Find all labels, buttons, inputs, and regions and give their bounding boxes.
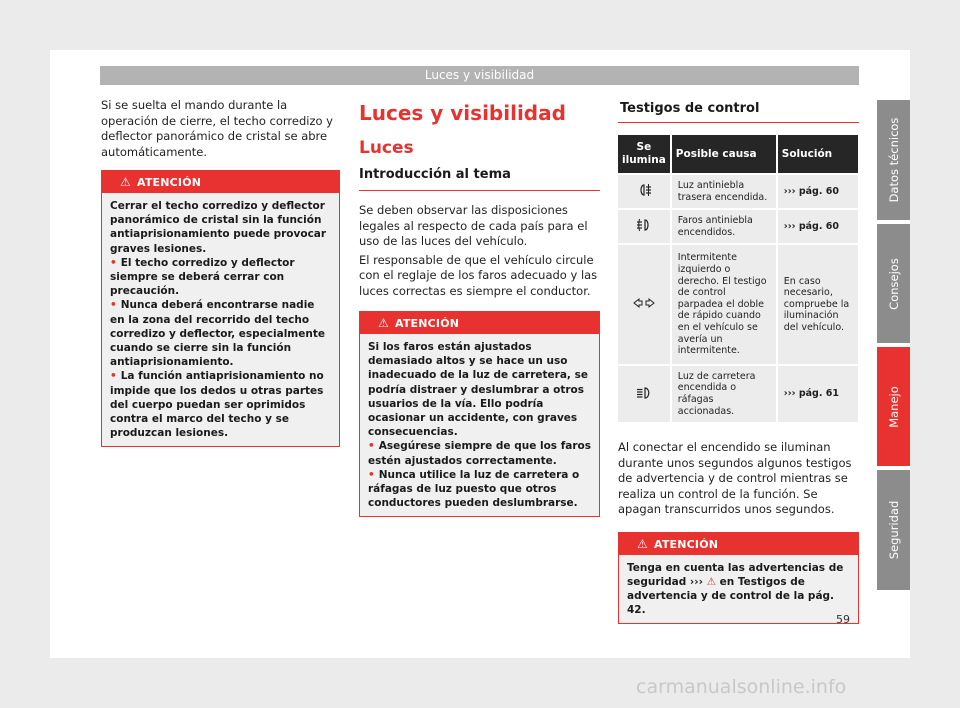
indicator-table [618,135,858,422]
heading-rule [359,190,600,191]
table-row [618,244,858,364]
warning-main-text: Si los faros están ajustados demasiado altos y se hace un uso inadecuado de la luz de carretera, se podría distraer y deslumbrar a otros usuarios de la vía. Ello podría ocasionar un accidente, con graves consecuencias. [368,341,588,439]
bullet-icon: • [368,440,375,453]
warning-header [619,533,858,555]
column-header-cause: Posible causa [671,135,777,174]
high-beam-icon [618,365,671,422]
solution-cell: ››› pág. 61 [777,365,858,422]
paragraph-testigos: Al conectar el encendido se iluminan durante unos segundos algunos testigos de advertencia y de control mientras se realiza un control de la función. Se apagan transcurridos unos segundos. [618,440,852,517]
column-header-lights: Se ilumina [618,135,671,174]
solution-cell: En caso necesario, compruebe la iluminación del vehículo. [777,244,858,364]
topic-heading: Introducción al tema [359,167,511,182]
warning-bullet: • Nunca deberá encontrarse nadie en la zona del recorrido del techo corredizo y deflector, especialmente cuando se cierre sin la función antiaprisionamiento. [110,299,325,369]
column-right [618,100,859,624]
cause-cell: Faros antiniebla encendidos. [671,209,777,244]
section-subtitle: Luces [359,138,414,158]
warning-bullet: • Nunca utilice la luz de carretera o ráfagas de luz puesto que otros conductores pueden deslumbrarse. [368,468,580,510]
column-header-solution: Solución [777,135,858,174]
warning-label: ATENCIÓN [653,537,719,551]
rear-fog-light-icon [618,174,671,209]
running-header: Luces y visibilidad [100,66,859,85]
warning-body [360,334,599,516]
turn-signal-icon [618,244,671,364]
tab-datos-tecnicos[interactable]: Datos técnicos [877,100,910,220]
bullet-icon: • [110,256,117,269]
watermark: carmanualsonline.info [636,676,847,698]
warning-box-roof [101,170,340,447]
solution-cell: ››› pág. 60 [777,174,858,209]
warning-body [102,193,339,446]
column-middle [359,100,600,517]
warning-bullet: • La función antiaprisionamiento no impide que los dedos u otras partes del cuerpo puedan ser oprimidos contra el marco del techo y se produzcan lesiones. [110,370,324,440]
column-left [101,98,340,447]
warning-body [619,555,858,624]
table-row [618,365,858,422]
warning-bullet: • El techo corredizo y deflector siempre se deberá cerrar con precaución. [110,256,295,298]
tab-consejos[interactable]: Consejos [877,224,910,343]
solution-cell: ››› pág. 60 [777,209,858,244]
heading-rule [618,122,859,123]
paragraph-2: El responsable de que el vehículo circule con el reglaje de los faros adecuado y las luces correctas es siempre el conductor. [359,252,598,298]
fog-light-icon [618,209,671,244]
tab-manejo[interactable]: Manejo [877,347,910,466]
warning-triangle-icon: ⚠ [378,316,389,330]
bullet-icon: • [368,468,375,481]
table-heading: Testigos de control [620,101,760,116]
warning-triangle-icon: ⚠ [706,575,716,588]
table-header-row [618,135,858,174]
intro-paragraph: Si se suelta el mando durante la operación de cierre, el techo corredizo y deflector panorámico de cristal se abre automáticamente. [101,98,333,159]
tab-seguridad[interactable]: Seguridad [877,470,910,590]
warning-box-testigos [618,532,859,625]
warning-main-text: Cerrar el techo corredizo y deflector panorámico de cristal sin la función antiaprisionamiento puede provocar graves lesiones. [110,200,327,255]
warning-triangle-icon: ⚠ [637,536,648,551]
cause-cell: Luz antiniebla trasera encendida. [671,174,777,209]
section-title: Luces y visibilidad [359,101,566,125]
warning-label: ATENCIÓN [136,176,202,189]
bullet-icon: • [110,299,117,312]
bullet-icon: • [110,370,117,383]
cause-cell: Intermitente izquierdo o derecho. El testigo de control parpadea el doble de rápido cuando en el vehículo se avería un intermitente. [671,244,777,364]
warning-box-lights [359,311,600,517]
warning-label: ATENCIÓN [394,317,460,330]
warning-header [102,171,339,193]
table-row [618,174,858,209]
table-row [618,209,858,244]
page-number: 59 [836,613,850,626]
warning-triangle-icon: ⚠ [120,175,131,189]
paragraph-1: Se deben observar las disposiciones legales al respecto de cada país para el uso de las luces del vehículo. [359,203,588,248]
warning-main-text: Tenga en cuenta las advertencias de seguridad ››› ⚠ en Testigos de advertencia y de control de la pág. 42. [627,561,844,617]
cause-cell: Luz de carretera encendida o ráfagas accionadas. [671,365,777,422]
warning-header [360,312,599,334]
warning-bullet: • Asegúrese siempre de que los faros estén ajustados correctamente. [368,440,591,467]
